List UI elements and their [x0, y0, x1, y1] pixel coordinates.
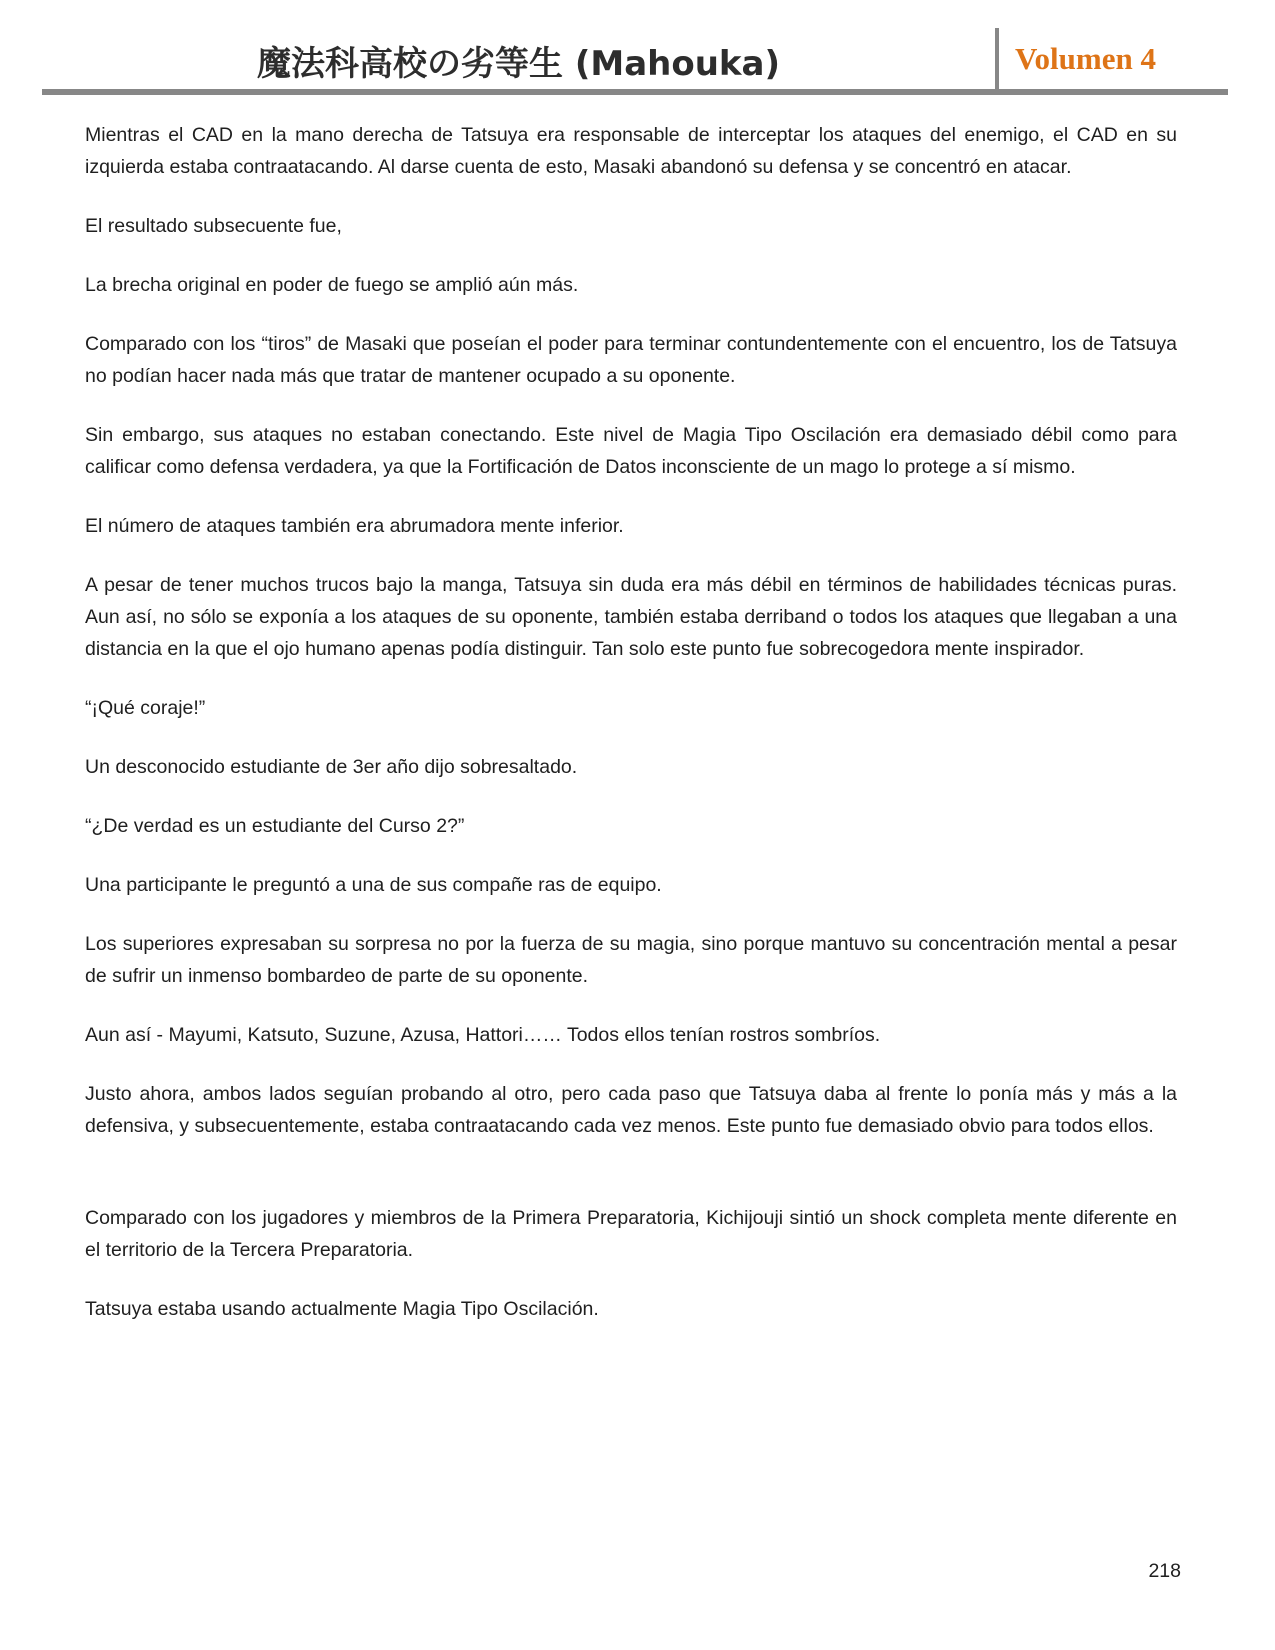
paragraph: Comparado con los jugadores y miembros de la Primera Preparatoria, Kichijouji sintió un shock completa mente diferente en el territorio de la Tercera Preparatoria.	[85, 1207, 1177, 1261]
paragraph: Un desconocido estudiante de 3er año dijo sobresaltado.	[85, 756, 578, 778]
paragraph: Tatsuya estaba usando actualmente Magia Tipo Oscilación.	[85, 1298, 599, 1320]
paragraph: Mientras el CAD en la mano derecha de Tatsuya era responsable de interceptar los ataques del enemigo, el CAD en su izquierda estaba contraatacando. Al darse cuenta de esto, Masaki abandonó su defensa y se concentró en atacar.	[85, 124, 1177, 178]
paragraph: Aun así - Mayumi, Katsuto, Suzune, Azusa, Hattori…… Todos ellos tenían rostros sombríos.	[85, 1024, 881, 1046]
volume-label: Volumen 4	[1015, 40, 1156, 76]
page-header	[42, 0, 1228, 95]
document-body	[85, 119, 1177, 1352]
paragraph: “¡Qué coraje!”	[85, 697, 206, 719]
paragraph: La brecha original en poder de fuego se amplió aún más.	[85, 274, 579, 296]
paragraph: A pesar de tener muchos trucos bajo la manga, Tatsuya sin duda era más débil en términos de habilidades técnicas puras. Aun así, no sólo se exponía a los ataques de su oponente, también estaba derriband o todos los ataques que llegaban a una distancia en la que el ojo humano apenas podía distinguir. Tan solo este punto fue sobrecogedora mente inspirador.	[85, 574, 1177, 660]
page-number: 218	[1148, 1560, 1181, 1582]
paragraph: El resultado subsecuente fue,	[85, 215, 342, 237]
paragraph: Los superiores expresaban su sorpresa no por la fuerza de su magia, sino porque mantuvo su concentración mental a pesar de sufrir un inmenso bombardeo de parte de su oponente.	[85, 933, 1177, 987]
paragraph: Justo ahora, ambos lados seguían probando al otro, pero cada paso que Tatsuya daba al frente lo ponía más y más a la defensiva, y subsecuentemente, estaba contraatacando cada vez menos. Este punto fue demasiado obvio para todos ellos.	[85, 1083, 1177, 1137]
paragraph: Comparado con los “tiros” de Masaki que poseían el poder para terminar contundentemente con el encuentro, los de Tatsuya no podían hacer nada más que tratar de mantener ocupado a su oponente.	[85, 333, 1177, 387]
paragraph-spacer	[85, 1169, 1177, 1202]
paragraph: Una participante le preguntó a una de sus compañe ras de equipo.	[85, 874, 662, 896]
paragraph: Sin embargo, sus ataques no estaban conectando. Este nivel de Magia Tipo Oscilación era demasiado débil como para calificar como defensa verdadera, ya que la Fortificación de Datos inconsciente de un mago lo protege a sí mismo.	[85, 424, 1177, 478]
paragraph: El número de ataques también era abrumadora mente inferior.	[85, 515, 624, 537]
header-volume-cell	[995, 28, 1228, 89]
header-row	[42, 0, 1228, 89]
page-title: 魔法科高校の劣等生 (Mahouka)	[256, 44, 780, 84]
paragraph: “¿De verdad es un estudiante del Curso 2?”	[85, 815, 465, 837]
title-cell	[42, 0, 995, 89]
header-rule	[42, 89, 1228, 95]
